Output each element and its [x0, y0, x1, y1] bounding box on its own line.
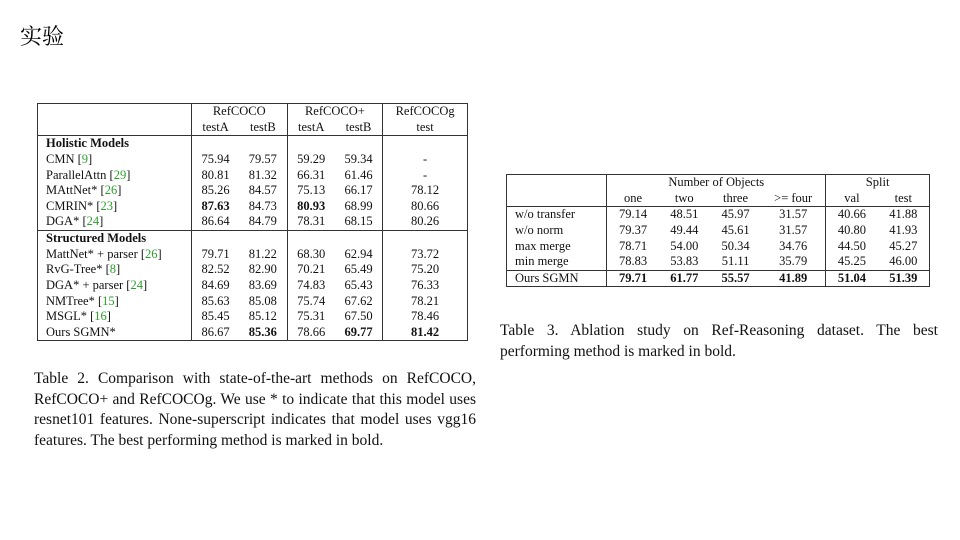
table-cell: 41.89 — [761, 270, 826, 287]
table-cell: 80.26 — [411, 214, 440, 229]
table-cell: 86.67 — [201, 324, 230, 339]
method-label: NMTree* [ — [46, 293, 103, 308]
table-cell: 59.29 — [297, 151, 326, 166]
table-row — [38, 294, 468, 310]
table-cell: 84.57 — [239, 183, 287, 199]
table-cell: 44.50 — [837, 238, 866, 253]
table-cell: 55.57 — [721, 270, 750, 285]
table-cell: 85.26 — [201, 183, 230, 198]
method-name — [38, 214, 192, 230]
table-cell: 78.46 — [411, 309, 440, 324]
table-cell: 50.34 — [721, 238, 750, 253]
table-2-caption: Table 2. Comparison with state-of-the-art methods on RefCOCO, RefCOCO+ and RefCOCOg. We use * to indicate that this model uses resnet101 features. None-superscript indicates that model uses vgg16 features. The best performing method is marked in bold. — [34, 370, 476, 449]
table-cell: 87.63 — [201, 198, 230, 213]
col-header: test — [894, 190, 912, 205]
split-header: testA — [202, 119, 229, 134]
citation-link[interactable]: 16 — [94, 309, 107, 324]
citation-link[interactable]: 8 — [109, 262, 117, 277]
method-name — [38, 325, 192, 341]
table-3-group-header — [507, 175, 930, 191]
method-name — [38, 278, 192, 294]
table-cell: 45.25 — [837, 254, 866, 269]
table-row — [507, 239, 930, 255]
table-cell: 61.77 — [670, 270, 699, 285]
table-cell: 78.21 — [411, 293, 440, 308]
method-label: MattNet* + parser [ — [46, 246, 146, 261]
table-cell: 78.83 — [618, 254, 648, 269]
split-header: testA — [298, 119, 325, 134]
table-cell: 85.12 — [239, 309, 287, 325]
method-label: RvG-Tree* [ — [46, 262, 110, 277]
table-cell: 62.94 — [335, 247, 383, 263]
table-cell: 68.15 — [335, 214, 383, 230]
table-row — [38, 168, 468, 184]
table-cell: 59.34 — [335, 152, 383, 168]
split-header: testB — [239, 120, 287, 136]
method-name — [38, 168, 192, 184]
table-cell: 51.04 — [837, 270, 866, 285]
table-row — [38, 199, 468, 215]
table-cell: 70.21 — [297, 262, 326, 277]
table-cell: 69.77 — [335, 325, 383, 341]
method-label-close: ] — [106, 309, 111, 324]
citation-link[interactable]: 15 — [102, 293, 115, 308]
table-cell: 75.31 — [297, 309, 326, 324]
section-header-row — [38, 136, 468, 152]
table-row — [38, 247, 468, 263]
table-row — [38, 183, 468, 199]
table-cell: 51.39 — [889, 270, 918, 285]
method-label: ParallelAttn [ — [46, 167, 114, 182]
table-cell: 67.62 — [335, 294, 383, 310]
col-header: one — [623, 190, 643, 205]
split-header: test — [416, 119, 434, 134]
method-name — [38, 183, 192, 199]
table-cell: 78.71 — [618, 238, 648, 253]
method-label-close: ] — [88, 151, 93, 166]
table-row — [507, 254, 930, 270]
table-row — [507, 270, 930, 287]
table-cell: 65.49 — [335, 262, 383, 278]
table-cell: 78.12 — [411, 183, 440, 198]
table-cell: 86.64 — [201, 214, 230, 229]
method-name — [38, 152, 192, 168]
method-name — [38, 294, 192, 310]
table-cell: 81.32 — [239, 168, 287, 184]
table-3 — [506, 174, 930, 287]
row-label: w/o transfer — [507, 207, 607, 223]
method-label-close: ] — [113, 198, 118, 213]
table-cell: 45.27 — [889, 238, 918, 253]
col-header: >= four — [761, 191, 826, 207]
table-row — [38, 262, 468, 278]
table-cell: 83.69 — [239, 278, 287, 294]
table-cell: - — [423, 167, 428, 182]
table-cell: 82.90 — [239, 262, 287, 278]
citation-link[interactable]: 24 — [86, 214, 100, 229]
table-cell: 79.71 — [618, 270, 648, 285]
method-label: DGA* [ — [46, 214, 87, 229]
table-row — [507, 207, 930, 223]
table-cell: 84.73 — [239, 199, 287, 215]
table-cell: 31.57 — [761, 223, 826, 239]
method-name — [38, 199, 192, 215]
section-header-row — [38, 231, 468, 247]
table-cell: 81.42 — [411, 324, 440, 339]
section-header: Holistic Models — [38, 136, 192, 152]
row-label: Ours SGMN — [507, 270, 607, 287]
table-2-group-header — [38, 104, 468, 120]
table-cell: 73.72 — [411, 246, 440, 261]
row-label: max merge — [507, 239, 607, 255]
table-cell: 85.45 — [201, 309, 230, 324]
table-cell: 78.66 — [297, 324, 326, 339]
table-cell: 35.79 — [761, 254, 826, 270]
table-cell: 80.81 — [201, 167, 230, 182]
method-label-close: ] — [126, 167, 131, 182]
split-header: testB — [335, 120, 383, 136]
citation-link[interactable]: 23 — [100, 198, 114, 213]
table-cell: 81.22 — [239, 247, 287, 263]
method-label: Ours SGMN* — [46, 324, 116, 339]
table-cell: 75.20 — [411, 262, 440, 277]
group-refcocog: RefCOCOg — [395, 104, 455, 118]
method-label: CMRIN* [ — [46, 198, 101, 213]
table-3-caption: Table 3. Ablation study on Ref-Reasoning dataset. The best performing method is marked in bold. — [500, 322, 938, 360]
method-label-close: ] — [114, 293, 119, 308]
group-split: Split — [865, 175, 890, 189]
table-cell: 67.50 — [335, 309, 383, 325]
table-cell: 85.36 — [239, 325, 287, 341]
table-cell: 85.63 — [201, 293, 230, 308]
method-label-close: ] — [142, 277, 148, 292]
table-cell: 80.66 — [411, 198, 440, 213]
table-cell: 54.00 — [670, 238, 699, 253]
table-cell: 75.13 — [297, 183, 326, 198]
method-label-close: ] — [99, 214, 104, 229]
table-cell: 84.69 — [201, 277, 230, 292]
table-cell: 40.80 — [837, 222, 866, 237]
row-label: min merge — [507, 254, 607, 270]
table-cell: 82.52 — [201, 262, 230, 277]
method-name — [38, 309, 192, 325]
table-cell: 85.08 — [239, 294, 287, 310]
citation-link[interactable]: 26 — [104, 183, 118, 198]
table-cell: 40.66 — [837, 207, 866, 222]
table-cell: 41.93 — [889, 222, 918, 237]
table-cell: 45.61 — [721, 222, 750, 237]
col-header: val — [844, 190, 860, 205]
table-cell: 53.83 — [670, 254, 699, 269]
table-cell: 79.71 — [201, 246, 230, 261]
table-cell: 80.93 — [297, 198, 326, 213]
method-label-close: ] — [157, 246, 162, 261]
table-cell: 76.33 — [411, 277, 440, 292]
table-cell: 75.94 — [201, 151, 230, 166]
table-cell: 79.14 — [618, 207, 648, 222]
method-name — [38, 262, 192, 278]
table-cell: 66.31 — [297, 167, 326, 182]
table-cell: 45.97 — [721, 207, 750, 222]
method-label: MSGL* [ — [46, 309, 95, 324]
table-row — [507, 223, 930, 239]
method-label: DGA* + parser [ — [46, 277, 131, 292]
table-cell: 48.51 — [670, 207, 699, 222]
col-header: three — [723, 190, 749, 205]
table-2 — [37, 103, 468, 341]
table-row — [38, 152, 468, 168]
table-cell: 79.57 — [239, 152, 287, 168]
table-cell: 49.44 — [670, 222, 699, 237]
table-cell: 68.99 — [335, 199, 383, 215]
table-cell: 65.43 — [335, 278, 383, 294]
table-cell: 61.46 — [335, 168, 383, 184]
table-cell: 34.76 — [761, 239, 826, 255]
table-cell: 51.11 — [721, 254, 750, 269]
table-cell: 79.37 — [618, 222, 648, 237]
group-refcoco: RefCOCO — [191, 104, 287, 120]
row-label: w/o norm — [507, 223, 607, 239]
citation-link[interactable]: 26 — [145, 246, 158, 261]
table-3-col-header — [507, 191, 930, 207]
method-label: CMN [ — [46, 151, 82, 166]
table-cell: 66.17 — [335, 183, 383, 199]
method-name — [38, 247, 192, 263]
table-row — [38, 214, 468, 230]
table-2-split-header — [38, 120, 468, 136]
col-header: two — [674, 190, 694, 205]
table-cell: 31.57 — [761, 207, 826, 223]
slide-title: 实验 — [20, 25, 65, 50]
citation-link[interactable]: 9 — [81, 151, 89, 166]
section-header: Structured Models — [38, 231, 192, 247]
group-refcoco-plus: RefCOCO+ — [287, 104, 383, 120]
citation-link[interactable]: 29 — [113, 167, 127, 182]
table-cell: 84.79 — [239, 214, 287, 230]
table-row — [38, 309, 468, 325]
table-cell: 74.83 — [297, 277, 326, 292]
table-cell: 46.00 — [889, 254, 918, 269]
method-label-close: ] — [117, 183, 122, 198]
table-row — [38, 325, 468, 341]
table-cell: 75.74 — [297, 293, 326, 308]
table-cell: 78.31 — [297, 214, 326, 229]
group-number-of-objects: Number of Objects — [607, 175, 826, 191]
table-cell: 41.88 — [889, 207, 918, 222]
table-cell: 68.30 — [297, 246, 326, 261]
citation-link[interactable]: 24 — [130, 277, 143, 292]
table-cell: - — [423, 151, 428, 166]
method-label: MAttNet* [ — [46, 183, 105, 198]
table-row — [38, 278, 468, 294]
method-label-close: ] — [116, 262, 121, 277]
